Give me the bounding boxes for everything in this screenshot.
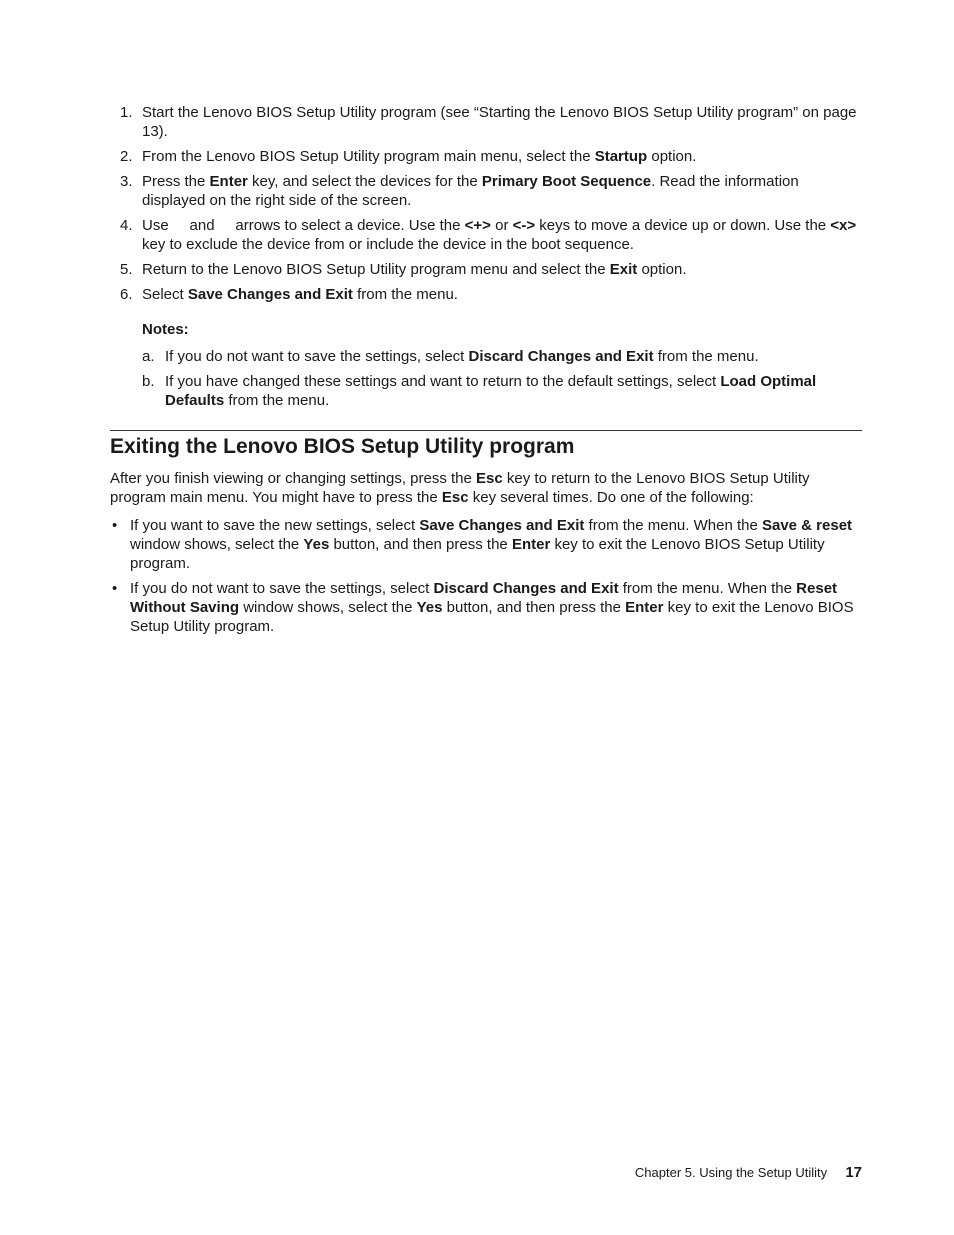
step-number: 1. bbox=[120, 104, 133, 121]
menu-term: Load Optimal Defaults bbox=[165, 373, 817, 409]
key-term: <x> bbox=[830, 217, 857, 234]
step-text: Use and arrows to select a device. Use the <+> or <-> keys to move a device up or down. Use the <x> key to exclude the device from or include the device in the boot sequence. bbox=[142, 217, 861, 253]
key-term: <+> bbox=[464, 217, 491, 234]
note-text: If you do not want to save the settings, select Discard Changes and Exit from the menu. bbox=[165, 348, 759, 365]
step-item bbox=[110, 147, 862, 166]
menu-term: Save Changes and Exit bbox=[187, 286, 353, 303]
step-number: 3. bbox=[120, 173, 133, 190]
note-item bbox=[142, 347, 862, 366]
bullet-text: If you do not want to save the settings, select Discard Changes and Exit from the menu. When the Reset Without Saving window shows, select the Yes button, and then press the Enter key to exit the Lenovo BIOS Setup Utility program. bbox=[130, 580, 854, 635]
bullet-list bbox=[110, 516, 862, 642]
page-footer bbox=[600, 1163, 862, 1182]
step-text: From the Lenovo BIOS Setup Utility program main menu, select the Startup option. bbox=[142, 148, 697, 165]
key-term: Esc bbox=[476, 470, 503, 487]
bullet-text: If you want to save the new settings, select Save Changes and Exit from the menu. When the Save & reset window shows, select the Yes button, and then press the Enter key to exit the Lenovo BIOS Setup Utility program. bbox=[130, 517, 853, 572]
step-item bbox=[110, 103, 862, 141]
step-text: Press the Enter key, and select the devices for the Primary Boot Sequence. Read the information displayed on the right side of the screen. bbox=[142, 173, 799, 209]
numbered-steps bbox=[110, 103, 862, 310]
bullet-icon: • bbox=[112, 517, 118, 534]
note-letter: a. bbox=[142, 348, 155, 365]
section-intro: After you finish viewing or changing settings, press the Esc key to return to the Lenovo BIOS Setup Utility program main menu. You might have to press the Esc key several times. Do one of the following: bbox=[110, 470, 810, 506]
bullet-icon: • bbox=[112, 580, 118, 597]
step-number: 5. bbox=[120, 261, 133, 278]
step-text: Return to the Lenovo BIOS Setup Utility program menu and select the Exit option. bbox=[142, 261, 687, 278]
step-item bbox=[110, 216, 862, 254]
step-number: 6. bbox=[120, 286, 133, 303]
page-number: 17 bbox=[845, 1164, 862, 1181]
step-number: 2. bbox=[120, 148, 133, 165]
section-divider bbox=[110, 430, 862, 431]
bullet-item bbox=[110, 516, 862, 573]
step-text: Start the Lenovo BIOS Setup Utility program (see “Starting the Lenovo BIOS Setup Utility program” on page 13). bbox=[142, 104, 857, 140]
key-term: <-> bbox=[512, 217, 536, 234]
step-item bbox=[110, 172, 862, 210]
bullet-item bbox=[110, 579, 862, 636]
key-term: Enter bbox=[209, 173, 248, 190]
key-term: Esc bbox=[441, 489, 469, 506]
step-number: 4. bbox=[120, 217, 133, 234]
menu-term: Exit bbox=[609, 261, 638, 278]
note-letter: b. bbox=[142, 373, 155, 390]
step-item bbox=[110, 260, 862, 279]
notes-block bbox=[142, 320, 862, 416]
footer-chapter-title: Chapter 5. Using the Setup Utility bbox=[634, 1165, 828, 1180]
note-text: If you have changed these settings and want to return to the default settings, select Load Optimal Defaults from the menu. bbox=[165, 373, 817, 409]
menu-term: Primary Boot Sequence bbox=[481, 173, 652, 190]
notes-title: Notes: bbox=[142, 321, 189, 338]
section-heading: Exiting the Lenovo BIOS Setup Utility program bbox=[110, 435, 575, 458]
step-text: Select Save Changes and Exit from the menu. bbox=[142, 286, 458, 303]
note-item bbox=[142, 372, 862, 410]
menu-term: Startup bbox=[594, 148, 648, 165]
step-item bbox=[110, 285, 862, 304]
menu-term: Discard Changes and Exit bbox=[468, 348, 654, 365]
